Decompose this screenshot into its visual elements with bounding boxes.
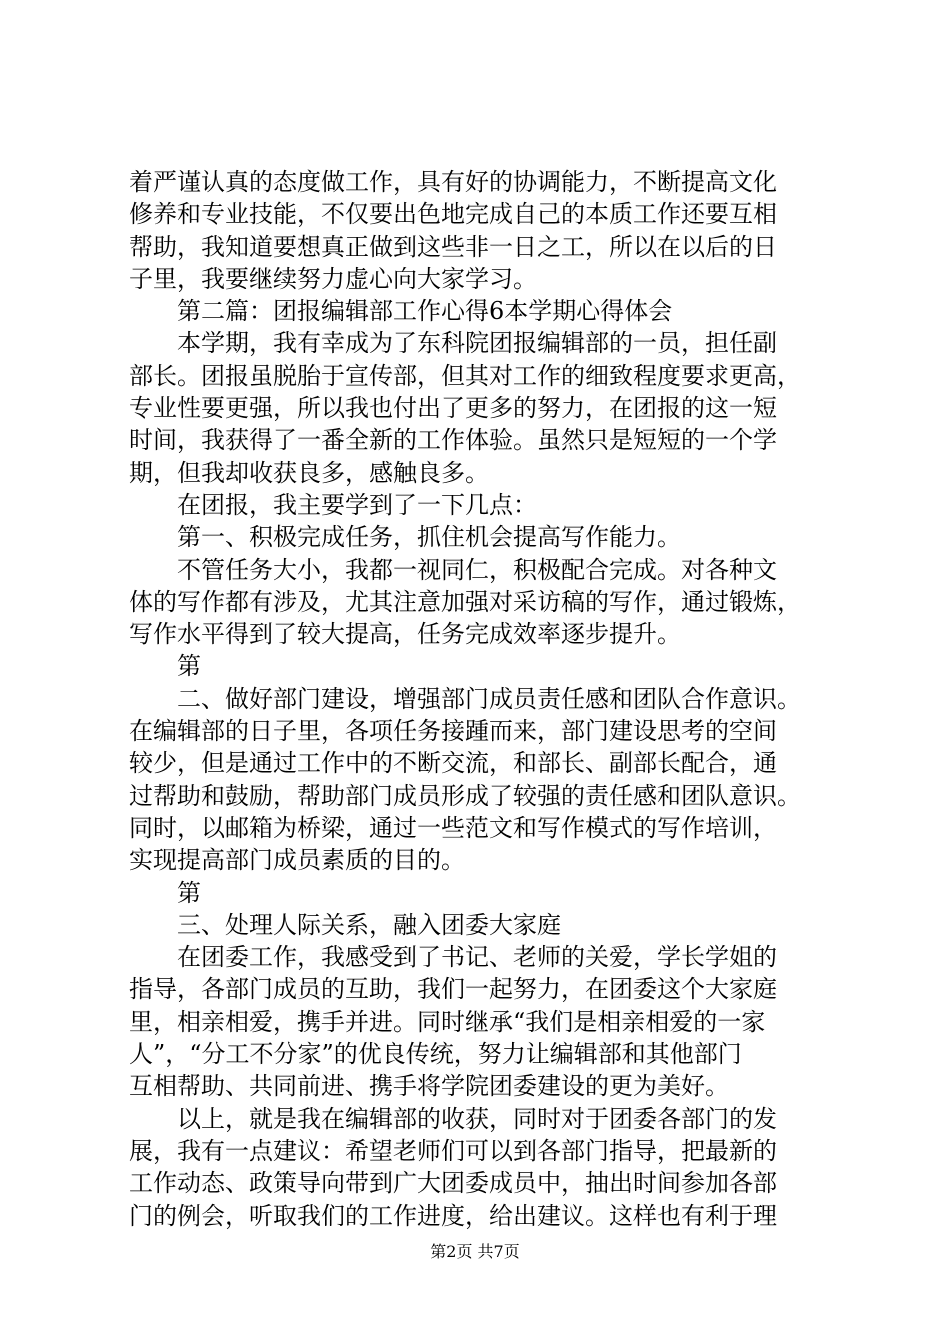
text-line: 修养和专业技能，不仅要出色地完成自己的本质工作还要互相 [129, 200, 777, 229]
text-line: 以上，就是我在编辑部的收获，同时对于团委各部门的发 [177, 1104, 777, 1133]
text-line: 第 [177, 878, 201, 907]
text-line: 较少，但是通过工作中的不断交流，和部长、副部长配合，通 [129, 749, 777, 778]
text-line: 帮助，我知道要想真正做到这些非一日之工，所以在以后的日 [129, 232, 777, 261]
text-line: 专业性要更强，所以我也付出了更多的努力，在团报的这一短 [129, 394, 777, 423]
text-line: 在编辑部的日子里，各项任务接踵而来，部门建设思考的空间 [129, 717, 777, 746]
text-line: 第一、积极完成任务，抓住机会提高写作能力。 [177, 523, 681, 552]
text-line: 门的例会，听取我们的工作进度，给出建议。这样也有利于理 [129, 1201, 777, 1230]
text-line: 在团委工作，我感受到了书记、老师的关爱，学长学姐的 [177, 943, 777, 972]
text-line: 不管任务大小，我都一视同仁，积极配合完成。对各种文 [177, 555, 777, 584]
text-line: 同时，以邮箱为桥梁，通过一些范文和写作模式的写作培训， [129, 813, 777, 842]
text-line: 过帮助和鼓励，帮助部门成员形成了较强的责任感和团队意识。 [129, 781, 801, 810]
text-line: 本学期，我有幸成为了东科院团报编辑部的一员，担任副 [177, 329, 777, 358]
text-line: 期，但我却收获良多，感触良多。 [129, 458, 489, 487]
text-line: 时间，我获得了一番全新的工作体验。虽然只是短短的一个学 [129, 426, 777, 455]
text-line: 互相帮助、共同前进、携手将学院团委建设的更为美好。 [129, 1072, 729, 1101]
text-line: 子里，我要继续努力虚心向大家学习。 [129, 264, 537, 293]
page-footer: 第2页 共7页 [430, 1242, 520, 1261]
text-line: 写作水平得到了较大提高，任务完成效率逐步提升。 [129, 620, 681, 649]
text-line: 里，相亲相爱，携手并进。同时继承“我们是相亲相爱的一家 [129, 1007, 766, 1036]
text-line: 展，我有一点建议：希望老师们可以到各部门指导，把最新的 [129, 1136, 777, 1165]
text-line: 第二篇：团报编辑部工作心得6本学期心得体会 [177, 297, 673, 326]
text-line: 在团报，我主要学到了一下几点： [177, 490, 537, 519]
text-line: 实现提高部门成员素质的目的。 [129, 846, 465, 875]
document-body [129, 166, 849, 1232]
text-line: 着严谨认真的态度做工作，具有好的协调能力，不断提高文化 [129, 168, 777, 196]
text-line: 工作动态、政策导向带到广大团委成员中，抽出时间参加各部 [129, 1169, 777, 1198]
text-line: 三、处理人际关系，融入团委大家庭 [177, 910, 561, 939]
text-line: 二、做好部门建设，增强部门成员责任感和团队合作意识。 [177, 684, 801, 713]
text-line: 第 [177, 652, 201, 681]
text-line: 人”，“分工不分家”的优良传统，努力让编辑部和其他部门 [129, 1040, 742, 1069]
text-line: 部长。团报虽脱胎于宣传部，但其对工作的细致程度要求更高， [129, 361, 801, 390]
text-line: 体的写作都有涉及，尤其注意加强对采访稿的写作，通过锻炼， [129, 587, 801, 616]
text-line: 指导，各部门成员的互助，我们一起努力，在团委这个大家庭 [129, 975, 777, 1004]
